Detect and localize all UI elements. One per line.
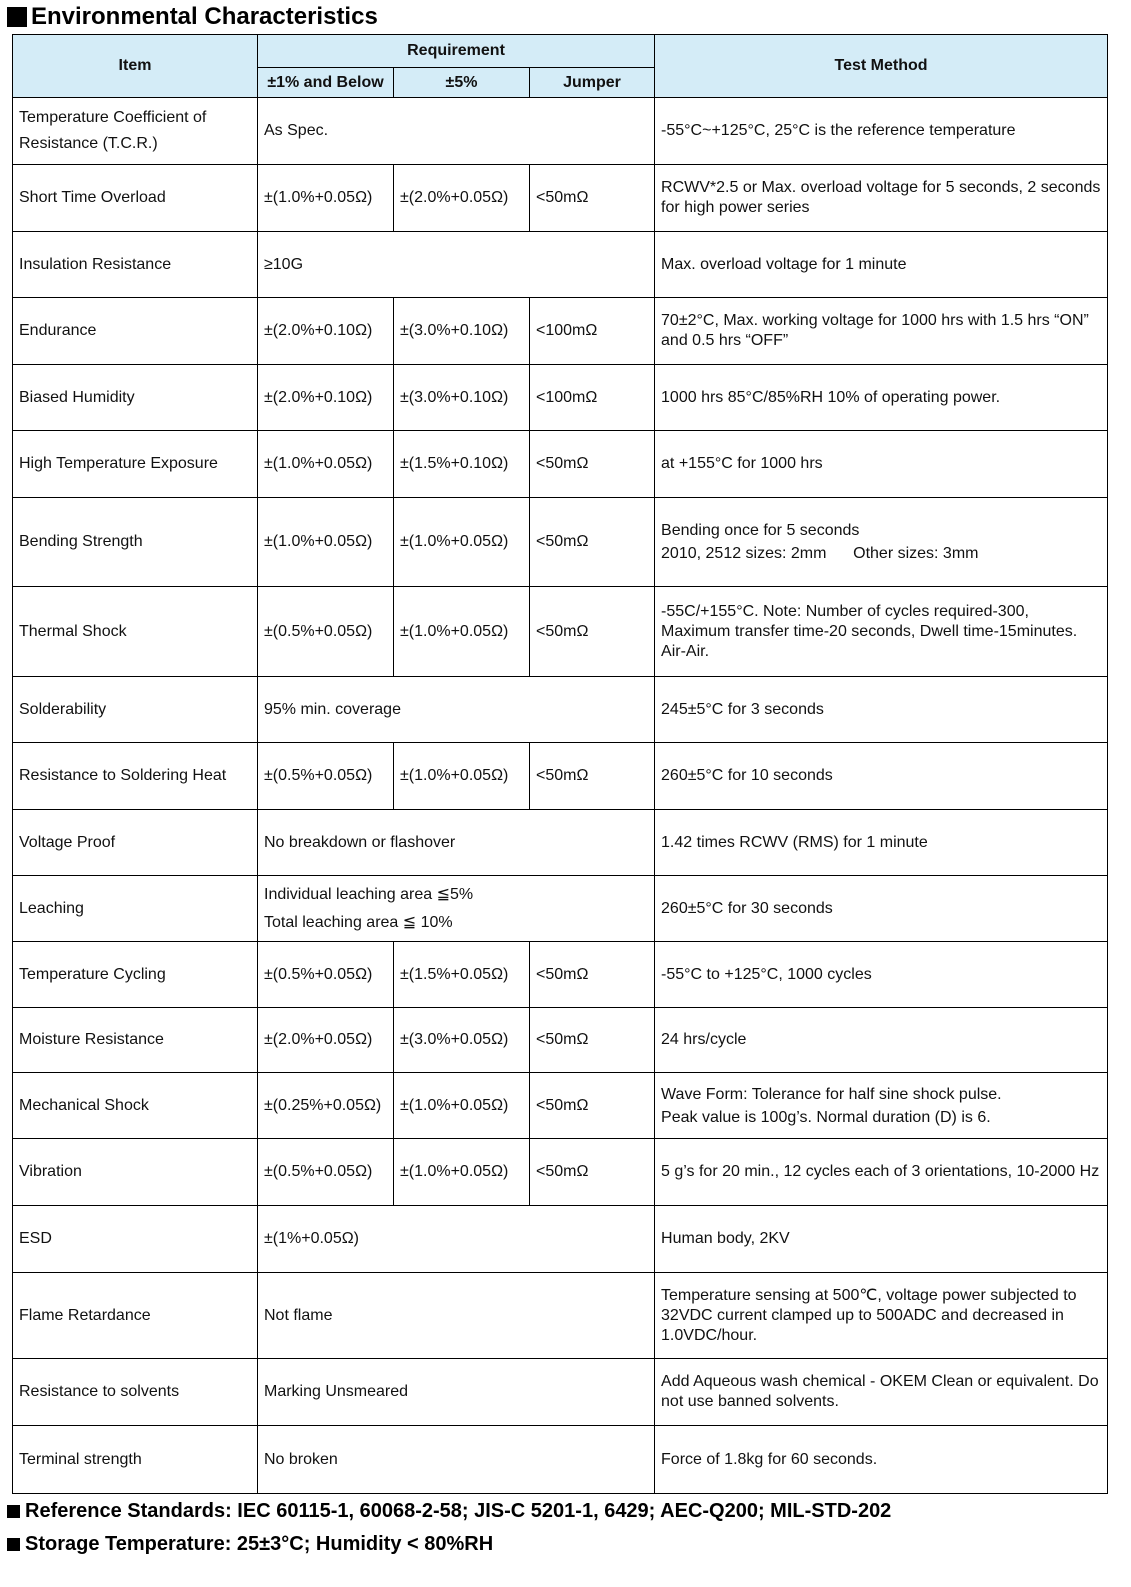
req-5pct: ±(1.0%+0.05Ω) bbox=[394, 1139, 530, 1206]
test-line-2: Peak value is 100g’s. Normal duration (D) is 6. bbox=[661, 1108, 991, 1126]
table-row bbox=[13, 365, 1108, 431]
table-row bbox=[13, 677, 1108, 743]
table-row bbox=[13, 1206, 1108, 1273]
req-merged: No broken bbox=[258, 1426, 655, 1494]
row-item: Bending Strength bbox=[13, 498, 258, 587]
row-item: Resistance to solvents bbox=[13, 1359, 258, 1426]
row-test-method: RCWV*2.5 or Max. overload voltage for 5 seconds, 2 seconds for high power series bbox=[655, 165, 1108, 232]
req-5pct: ±(3.0%+0.05Ω) bbox=[394, 1008, 530, 1073]
req-1pct: ±(2.0%+0.10Ω) bbox=[258, 298, 394, 365]
table-row bbox=[13, 1008, 1108, 1073]
req-5pct: ±(1.0%+0.05Ω) bbox=[394, 498, 530, 587]
header-item: Item bbox=[13, 35, 258, 98]
square-bullet-icon bbox=[7, 1505, 20, 1518]
row-test-method: -55C/+155°C. Note: Number of cycles required-300, Maximum transfer time-20 seconds, Dwell time-15minutes. Air-Air. bbox=[655, 587, 1108, 677]
req-merged: ≥10G bbox=[258, 232, 655, 298]
reference-standards bbox=[7, 1500, 891, 1523]
table-row bbox=[13, 810, 1108, 876]
req-1pct: ±(1.0%+0.05Ω) bbox=[258, 431, 394, 498]
row-test-method: 260±5°C for 30 seconds bbox=[655, 876, 1108, 942]
row-test-method: -55°C~+125°C, 25°C is the reference temperature bbox=[655, 98, 1108, 165]
req-1pct: ±(0.5%+0.05Ω) bbox=[258, 942, 394, 1008]
row-item: Flame Retardance bbox=[13, 1273, 258, 1359]
table-row bbox=[13, 1073, 1108, 1139]
row-item: Terminal strength bbox=[13, 1426, 258, 1494]
table-row bbox=[13, 1273, 1108, 1359]
table-row bbox=[13, 298, 1108, 365]
req-merged: As Spec. bbox=[258, 98, 655, 165]
row-test-method bbox=[655, 498, 1108, 587]
row-item: Solderability bbox=[13, 677, 258, 743]
header-test-method: Test Method bbox=[655, 35, 1108, 98]
req-1pct: ±(1.0%+0.05Ω) bbox=[258, 165, 394, 232]
header-sub-5pct: ±5% bbox=[394, 68, 530, 98]
row-item: Insulation Resistance bbox=[13, 232, 258, 298]
reference-standards-text: Reference Standards: IEC 60115-1, 60068-2-58; JIS-C 5201-1, 6429; AEC-Q200; MIL-STD-202 bbox=[25, 1500, 892, 1522]
req-jumper: <50mΩ bbox=[530, 1008, 655, 1073]
table-row bbox=[13, 942, 1108, 1008]
req-jumper: <50mΩ bbox=[530, 587, 655, 677]
req-line-1: Individual leaching area ≦5% bbox=[264, 885, 474, 903]
row-test-method: 24 hrs/cycle bbox=[655, 1008, 1108, 1073]
row-test-method: at +155°C for 1000 hrs bbox=[655, 431, 1108, 498]
section-title bbox=[7, 2, 378, 32]
row-test-method: Add Aqueous wash chemical - OKEM Clean or equivalent. Do not use banned solvents. bbox=[655, 1359, 1108, 1426]
req-1pct: ±(0.5%+0.05Ω) bbox=[258, 587, 394, 677]
req-5pct: ±(3.0%+0.10Ω) bbox=[394, 298, 530, 365]
table-row bbox=[13, 743, 1108, 810]
row-test-method: Temperature sensing at 500℃, voltage power subjected to 32VDC current clamped up to 500ADC and decreased in 1.0VDC/hour. bbox=[655, 1273, 1108, 1359]
row-item: Vibration bbox=[13, 1139, 258, 1206]
row-test-method: Max. overload voltage for 1 minute bbox=[655, 232, 1108, 298]
req-merged: No breakdown or flashover bbox=[258, 810, 655, 876]
table-body bbox=[13, 98, 1108, 1494]
header-sub-jumper: Jumper bbox=[530, 68, 655, 98]
table-row bbox=[13, 498, 1108, 587]
table-row bbox=[13, 1426, 1108, 1494]
header-requirement: Requirement bbox=[258, 35, 655, 68]
row-item: Endurance bbox=[13, 298, 258, 365]
req-jumper: <50mΩ bbox=[530, 1139, 655, 1206]
row-item: Mechanical Shock bbox=[13, 1073, 258, 1139]
req-merged bbox=[258, 876, 655, 942]
req-jumper: <50mΩ bbox=[530, 942, 655, 1008]
row-item: Thermal Shock bbox=[13, 587, 258, 677]
table-row bbox=[13, 431, 1108, 498]
row-item: Short Time Overload bbox=[13, 165, 258, 232]
row-item: Temperature Coefficient of Resistance (T.C.R.) bbox=[13, 98, 258, 165]
req-merged: 95% min. coverage bbox=[258, 677, 655, 743]
req-1pct: ±(0.25%+0.05Ω) bbox=[258, 1073, 394, 1139]
req-jumper: <50mΩ bbox=[530, 431, 655, 498]
req-5pct: ±(1.5%+0.10Ω) bbox=[394, 431, 530, 498]
row-item: Resistance to Soldering Heat bbox=[13, 743, 258, 810]
test-line-1: Wave Form: Tolerance for half sine shock pulse. bbox=[661, 1085, 1002, 1103]
row-test-method: 260±5°C for 10 seconds bbox=[655, 743, 1108, 810]
req-5pct: ±(1.0%+0.05Ω) bbox=[394, 743, 530, 810]
storage-temperature-text: Storage Temperature: 25±3°C; Humidity < 80%RH bbox=[25, 1533, 494, 1555]
row-item: Biased Humidity bbox=[13, 365, 258, 431]
req-1pct: ±(0.5%+0.05Ω) bbox=[258, 743, 394, 810]
req-jumper: <100mΩ bbox=[530, 298, 655, 365]
req-jumper: <50mΩ bbox=[530, 1073, 655, 1139]
row-test-method: 5 g’s for 20 min., 12 cycles each of 3 orientations, 10-2000 Hz bbox=[655, 1139, 1108, 1206]
header-sub-1pct: ±1% and Below bbox=[258, 68, 394, 98]
row-test-method: Force of 1.8kg for 60 seconds. bbox=[655, 1426, 1108, 1494]
req-jumper: <50mΩ bbox=[530, 498, 655, 587]
table-row bbox=[13, 1359, 1108, 1426]
req-jumper: <50mΩ bbox=[530, 165, 655, 232]
table-row bbox=[13, 232, 1108, 298]
row-item: Temperature Cycling bbox=[13, 942, 258, 1008]
table-row bbox=[13, 1139, 1108, 1206]
req-1pct: ±(0.5%+0.05Ω) bbox=[258, 1139, 394, 1206]
storage-temperature bbox=[7, 1533, 493, 1556]
row-item: High Temperature Exposure bbox=[13, 431, 258, 498]
req-5pct: ±(1.5%+0.05Ω) bbox=[394, 942, 530, 1008]
test-line-1: Bending once for 5 seconds bbox=[661, 522, 860, 539]
test-line-2: 2010, 2512 sizes: 2mm Other sizes: 3mm bbox=[661, 545, 979, 562]
row-test-method: 1000 hrs 85°C/85%RH 10% of operating power. bbox=[655, 365, 1108, 431]
row-test-method bbox=[655, 1073, 1108, 1139]
req-5pct: ±(1.0%+0.05Ω) bbox=[394, 1073, 530, 1139]
req-5pct: ±(2.0%+0.05Ω) bbox=[394, 165, 530, 232]
section-title-text: Environmental Characteristics bbox=[31, 3, 378, 30]
req-5pct: ±(1.0%+0.05Ω) bbox=[394, 587, 530, 677]
row-test-method: 245±5°C for 3 seconds bbox=[655, 677, 1108, 743]
square-bullet-icon bbox=[7, 1538, 20, 1551]
req-5pct: ±(3.0%+0.10Ω) bbox=[394, 365, 530, 431]
req-jumper: <100mΩ bbox=[530, 365, 655, 431]
req-1pct: ±(1.0%+0.05Ω) bbox=[258, 498, 394, 587]
row-item: Voltage Proof bbox=[13, 810, 258, 876]
row-item: ESD bbox=[13, 1206, 258, 1273]
table-row bbox=[13, 98, 1108, 165]
row-item: Moisture Resistance bbox=[13, 1008, 258, 1073]
req-merged: Marking Unsmeared bbox=[258, 1359, 655, 1426]
req-jumper: <50mΩ bbox=[530, 743, 655, 810]
req-merged: Not flame bbox=[258, 1273, 655, 1359]
row-test-method: 1.42 times RCWV (RMS) for 1 minute bbox=[655, 810, 1108, 876]
row-test-method: 70±2°C, Max. working voltage for 1000 hrs with 1.5 hrs “ON” and 0.5 hrs “OFF” bbox=[655, 298, 1108, 365]
table-row bbox=[13, 587, 1108, 677]
req-merged: ±(1%+0.05Ω) bbox=[258, 1206, 655, 1273]
req-line-2: Total leaching area ≦ 10% bbox=[264, 913, 453, 931]
req-1pct: ±(2.0%+0.05Ω) bbox=[258, 1008, 394, 1073]
table-row bbox=[13, 165, 1108, 232]
table-row bbox=[13, 876, 1108, 942]
req-1pct: ±(2.0%+0.10Ω) bbox=[258, 365, 394, 431]
environmental-table bbox=[12, 34, 1108, 1494]
row-item: Leaching bbox=[13, 876, 258, 942]
row-test-method: Human body, 2KV bbox=[655, 1206, 1108, 1273]
square-bullet-icon bbox=[7, 7, 27, 27]
row-test-method: -55°C to +125°C, 1000 cycles bbox=[655, 942, 1108, 1008]
